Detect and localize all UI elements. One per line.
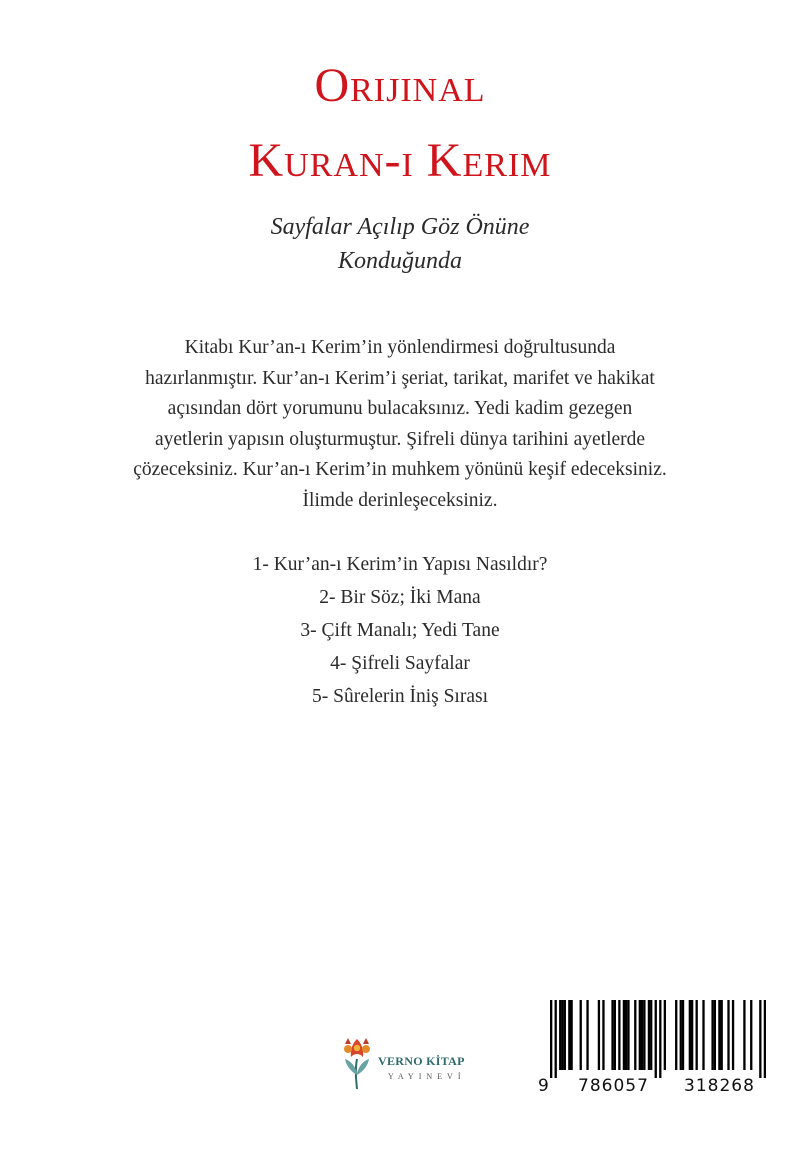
barcode-bar [641,1000,643,1070]
barcode-bar [568,1000,570,1070]
description-line: ayetlerin yapısın oluşturmuştur. Şifreli dünya tarihini ayetlerde [154,428,646,450]
barcode-group-1: 786057 [578,1076,649,1096]
barcode-bar [648,1000,650,1070]
barcode-bar [555,1000,557,1078]
barcode-bar [711,1000,713,1070]
barcode-bar [559,1000,561,1070]
barcode-bar [655,1000,657,1078]
contents-item: 1- Kur’an-ı Kerim’in Yapısı Nasıldır? [252,554,548,575]
barcode-bars [550,1000,766,1078]
barcode-bar [598,1000,600,1070]
contents-item: 5- Sûrelerin İniş Sırası [311,686,488,707]
barcode-bar [564,1000,566,1070]
barcode-bar [732,1000,734,1070]
description-line: İlimde derinleşeceksiniz. [302,489,498,511]
barcode-bar [659,1000,661,1078]
barcode-first-digit: 9 [538,1076,549,1096]
isbn-barcode [538,1000,768,1100]
barcode-bar [696,1000,698,1070]
barcode-bar [689,1000,691,1070]
contents-item: 2- Bir Söz; İki Mana [319,587,481,608]
barcode-bar [675,1000,677,1070]
description-line: çözeceksiniz. Kur’an-ı Kerim’in muhkem yönünü keşif edeceksiniz. [133,459,667,480]
barcode-bar [627,1000,629,1070]
barcode-bar [614,1000,616,1070]
barcode-bar [623,1000,625,1070]
contents-item: 3- Çift Manalı; Yedi Tane [300,620,500,641]
barcode-bar [680,1000,682,1070]
contents-list [0,548,800,713]
description [120,333,680,516]
publisher-name: VERNO KİTAP [378,1054,465,1068]
barcode-bar [650,1000,652,1070]
barcode-bar [570,1000,572,1070]
barcode-bar [721,1000,723,1070]
barcode-bar [639,1000,641,1070]
barcode-bar [561,1000,563,1070]
book-title-line-2: Kuran-ı Kerim [248,134,552,187]
subtitle-line-1: Sayfalar Açılıp Göz Önüne [270,214,530,240]
barcode-bar [618,1000,620,1070]
book-title-line-1: Orijinal [314,59,486,112]
barcode-bar [602,1000,604,1070]
barcode-bar [634,1000,636,1070]
publisher-subname: YAYINEVİ [388,1072,466,1081]
barcode-bar [682,1000,684,1070]
contents-item: 4- Şifreli Sayfalar [330,653,470,674]
barcode-bar [580,1000,582,1070]
tulip-logo-icon [340,1035,374,1091]
barcode-bar [743,1000,745,1070]
barcode-bar [714,1000,716,1070]
barcode-bar [611,1000,613,1070]
barcode-bar [625,1000,627,1070]
subtitle-line-2: Konduğunda [337,248,462,274]
description-line: hazırlanmıştır. Kur’an-ı Kerim’i şeriat, tarikat, marifet ve hakikat [145,367,655,389]
barcode-bar [702,1000,704,1070]
barcode-bar [586,1000,588,1070]
barcode-bar [750,1000,752,1070]
barcode-bar [643,1000,645,1070]
barcode-bar [727,1000,729,1070]
barcode-bar [550,1000,552,1078]
description-line: Kitabı Kur’an-ı Kerim’in yönlendirmesi doğrultusunda [184,337,616,358]
barcode-bar [764,1000,766,1078]
publisher-logo [340,1035,490,1105]
barcode-bar [691,1000,693,1070]
description-line: açısından dört yorumunu bulacaksınız. Yedi kadim gezegen [167,398,633,419]
barcode-group-2: 318268 [684,1076,755,1096]
barcode-bar [718,1000,720,1070]
barcode-bar [664,1000,666,1070]
barcode-bar [759,1000,761,1078]
